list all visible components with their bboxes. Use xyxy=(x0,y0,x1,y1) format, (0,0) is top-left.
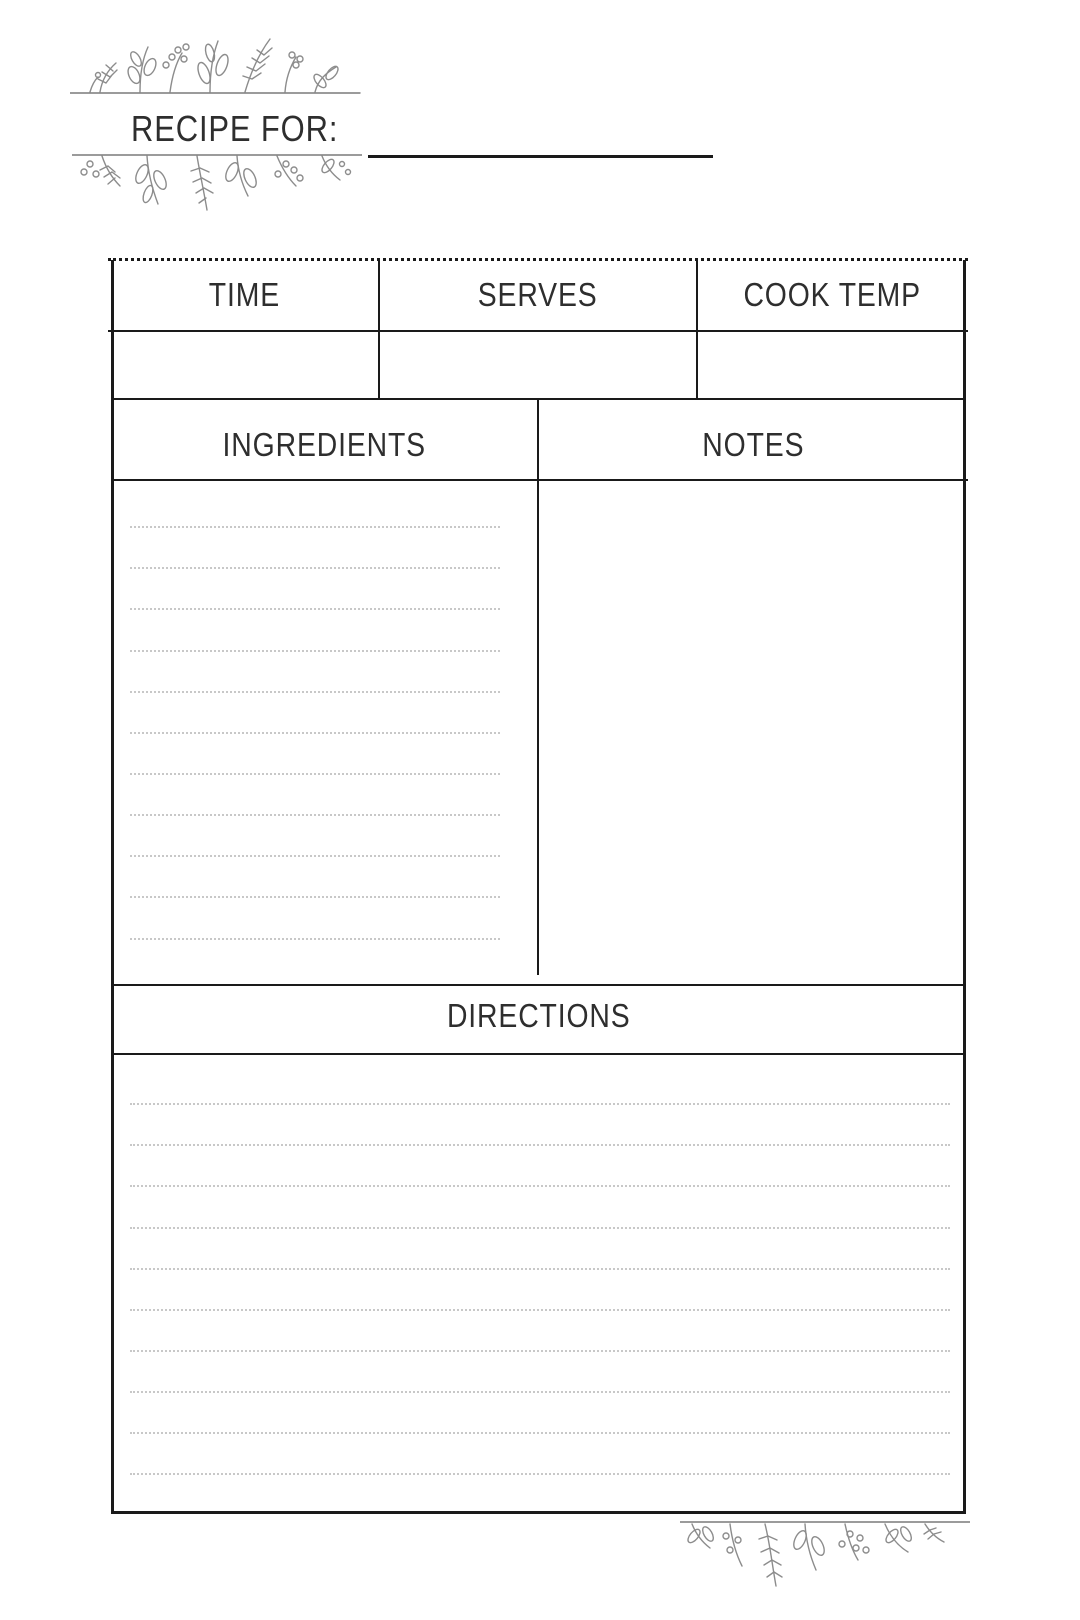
directions-header-label: DIRECTIONS xyxy=(446,997,631,1034)
directions-area[interactable] xyxy=(114,1057,964,1511)
time-value-cell[interactable] xyxy=(114,334,376,396)
ingredients-notes-header-bottom xyxy=(111,479,968,481)
ingredient-line xyxy=(130,814,500,816)
time-header xyxy=(111,276,378,314)
cook-temp-header xyxy=(698,276,966,314)
foliage-top-decoration xyxy=(70,35,370,100)
notes-header xyxy=(540,426,966,464)
serves-header-label: SERVES xyxy=(478,276,598,313)
direction-line xyxy=(130,1185,950,1187)
foliage-bottom-decoration xyxy=(680,1520,970,1590)
ingredient-line xyxy=(130,650,500,652)
notes-area[interactable] xyxy=(541,483,964,973)
direction-line xyxy=(130,1309,950,1311)
ingredient-line xyxy=(130,855,500,857)
notes-header-label: NOTES xyxy=(701,426,805,463)
recipe-name-line[interactable] xyxy=(368,155,713,158)
direction-line xyxy=(130,1144,950,1146)
direction-line xyxy=(130,1391,950,1393)
direction-line xyxy=(130,1268,950,1270)
ingredient-line xyxy=(130,732,500,734)
ingredients-notes-divider xyxy=(537,400,539,975)
foliage-under-title-decoration xyxy=(72,150,362,215)
directions-header-top xyxy=(111,984,966,986)
recipe-title-label: RECIPE FOR: xyxy=(131,108,339,149)
ingredient-line xyxy=(130,773,500,775)
direction-line xyxy=(130,1103,950,1105)
directions-header-bottom xyxy=(111,1053,966,1055)
ingredient-line xyxy=(130,896,500,898)
serves-value-cell[interactable] xyxy=(382,334,694,396)
direction-line xyxy=(130,1350,950,1352)
ingredients-header xyxy=(111,426,537,464)
ingredient-line xyxy=(130,526,500,528)
time-header-label: TIME xyxy=(208,276,281,313)
direction-line xyxy=(130,1432,950,1434)
ingredient-line xyxy=(130,567,500,569)
direction-line xyxy=(130,1473,950,1475)
serves-header xyxy=(380,276,696,314)
ingredients-header-label: INGREDIENTS xyxy=(222,426,426,463)
ingredients-area[interactable] xyxy=(114,483,534,973)
summary-header-divider xyxy=(108,330,968,332)
cook-temp-value-cell[interactable] xyxy=(700,334,964,396)
ingredient-line xyxy=(130,938,500,940)
cook-temp-header-label: COOK TEMP xyxy=(743,276,921,313)
directions-header xyxy=(111,997,966,1035)
ingredient-line xyxy=(130,608,500,610)
ingredient-line xyxy=(130,691,500,693)
direction-line xyxy=(130,1227,950,1229)
